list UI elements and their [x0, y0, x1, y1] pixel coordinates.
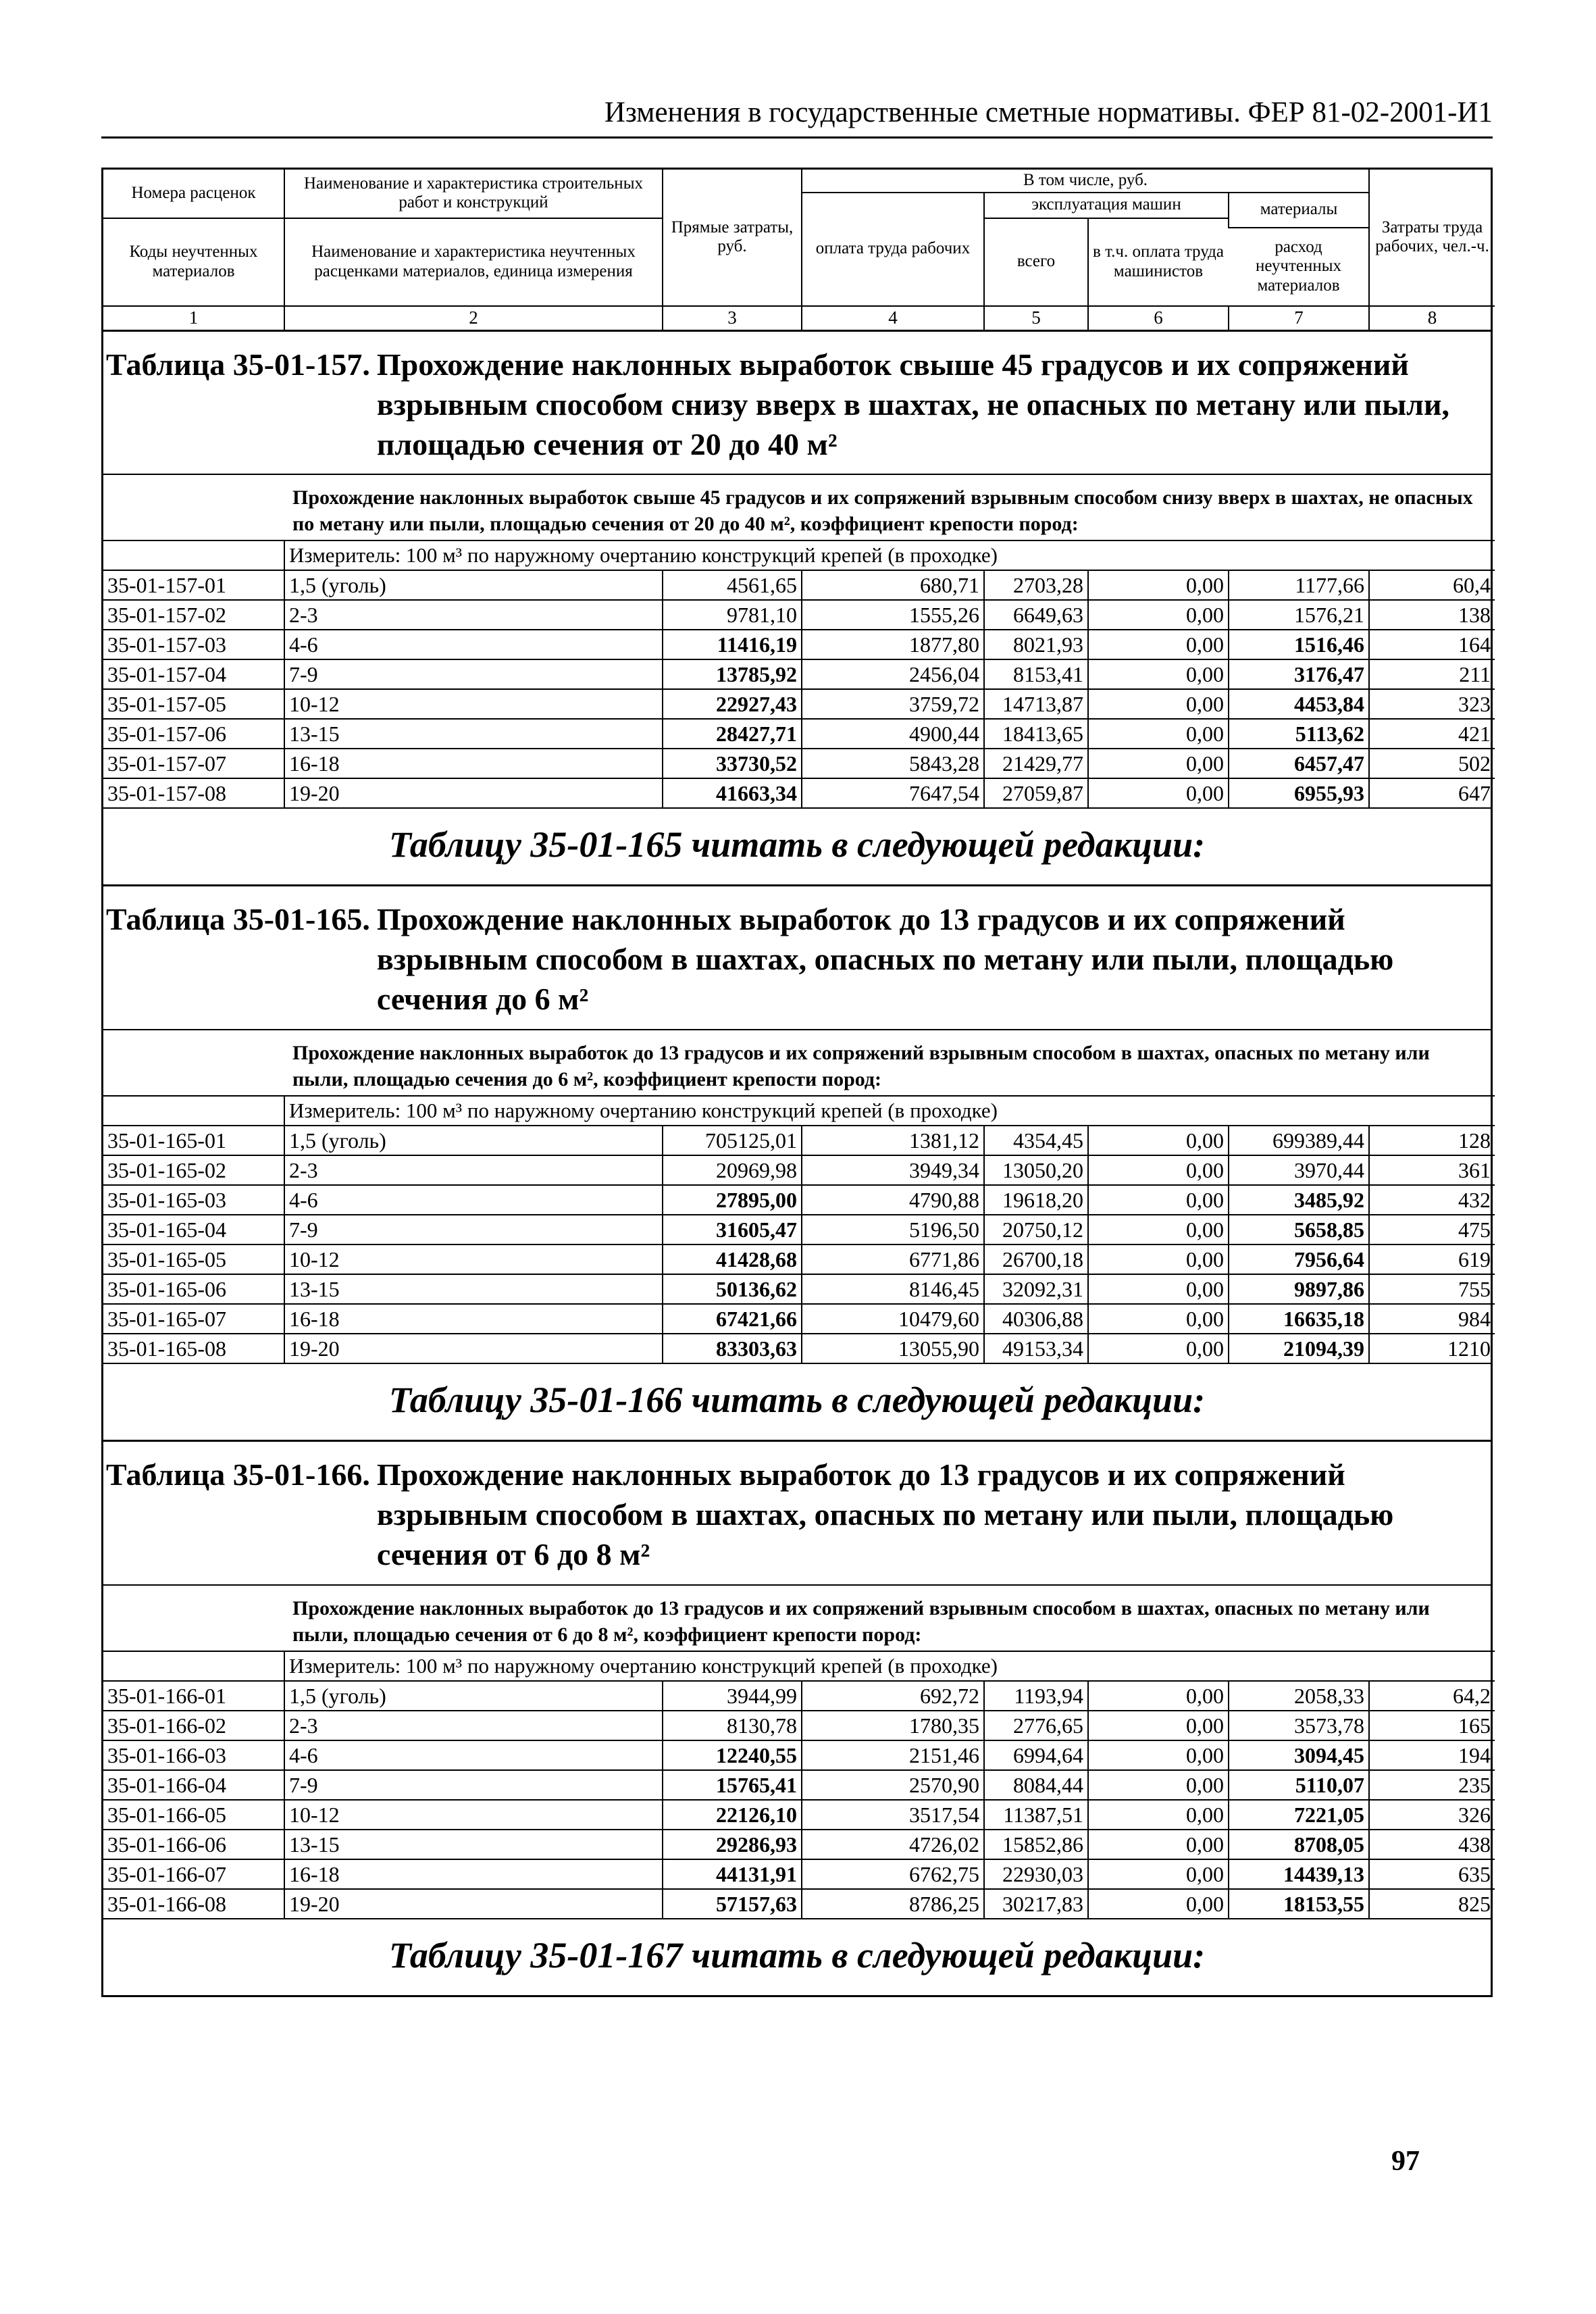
table-row: [103, 1126, 1495, 1155]
table-cell: 14713,87: [984, 689, 1088, 719]
section-table-number: Таблица 35-01-157.: [106, 347, 370, 382]
table-row: [103, 1185, 1495, 1215]
table-row: [103, 1859, 1495, 1889]
table-row: [103, 1274, 1495, 1304]
table-cell: 10-12: [284, 1244, 663, 1274]
table-cell: 5843,28: [802, 749, 984, 778]
table-cell: 35-01-165-05: [103, 1244, 284, 1274]
col-number: 4: [802, 306, 984, 330]
table-cell: 235: [1369, 1770, 1495, 1800]
col-direct-costs-header: Прямые затраты, руб.: [663, 170, 802, 306]
table-cell: 41428,68: [663, 1244, 802, 1274]
table-cell: 12240,55: [663, 1740, 802, 1770]
col-material-name-header: Наименование и характеристика неучтенных расценками материалов, единица измерения: [284, 218, 663, 306]
table-row: [103, 659, 1495, 689]
section-table-name: Прохождение наклонных выработок до 13 градусов и их сопряжений взрывным способом в шахтах, опасных по метану или пыли, площадью сечения от 6 до 8 м²: [376, 1457, 1394, 1571]
table-cell: 0,00: [1088, 749, 1229, 778]
table-cell: 4726,02: [802, 1830, 984, 1859]
table-cell: 7-9: [284, 659, 663, 689]
table-row: [103, 1304, 1495, 1334]
table-cell: 60,4: [1369, 570, 1495, 600]
table-cell: 680,71: [802, 570, 984, 600]
table-cell: 699389,44: [1229, 1126, 1369, 1155]
table-cell: 35-01-165-07: [103, 1304, 284, 1334]
table-cell: 5113,62: [1229, 719, 1369, 749]
table-cell: 35-01-166-02: [103, 1711, 284, 1740]
table-cell: 6762,75: [802, 1859, 984, 1889]
table-cell: 1210: [1369, 1334, 1495, 1363]
revision-notice: Таблицу 35-01-165 читать в следующей редакции:: [103, 807, 1491, 884]
table-cell: 1,5 (уголь): [284, 1681, 663, 1711]
table-row: [103, 719, 1495, 749]
section-title: [103, 332, 1491, 476]
table-cell: 0,00: [1088, 1889, 1229, 1918]
table-cell: 7-9: [284, 1770, 663, 1800]
table-cell: 4-6: [284, 1740, 663, 1770]
section-table-number: Таблица 35-01-166.: [106, 1457, 370, 1492]
table-cell: 20969,98: [663, 1155, 802, 1185]
table-cell: 22927,43: [663, 689, 802, 719]
table-cell: 1177,66: [1229, 570, 1369, 600]
table-cell: 35-01-165-01: [103, 1126, 284, 1155]
table-cell: 35-01-157-01: [103, 570, 284, 600]
table-cell: 4561,65: [663, 570, 802, 600]
table-cell: 67421,66: [663, 1304, 802, 1334]
table-cell: 0,00: [1088, 1770, 1229, 1800]
table-cell: 0,00: [1088, 719, 1229, 749]
table-cell: 29286,93: [663, 1830, 802, 1859]
table-cell: 0,00: [1088, 1859, 1229, 1889]
col-group-including-header: В том числе, руб.: [802, 170, 1369, 193]
table-cell: 323: [1369, 689, 1495, 719]
table-cell: 165: [1369, 1711, 1495, 1740]
measure-unit: Измеритель: 100 м³ по наружному очертанию конструкций крепей (в проходке): [284, 1651, 1495, 1681]
section-description: Прохождение наклонных выработок до 13 градусов и их сопряжений взрывным способом в шахтах, опасных по метану или пыли, площадью сечения до 6 м², коэффициент крепости пород:: [292, 1042, 1430, 1090]
table-cell: 16635,18: [1229, 1304, 1369, 1334]
table-cell: 2703,28: [984, 570, 1088, 600]
table-cell: 19-20: [284, 778, 663, 807]
table-cell: 128: [1369, 1126, 1495, 1155]
table-cell: 13050,20: [984, 1155, 1088, 1185]
table-cell: 35-01-157-02: [103, 600, 284, 630]
table-cell: 10-12: [284, 1800, 663, 1830]
col-material-codes-header: Коды неучтенных материалов: [103, 218, 284, 306]
table-cell: 326: [1369, 1800, 1495, 1830]
table-cell: 7647,54: [802, 778, 984, 807]
table-cell: 35-01-157-04: [103, 659, 284, 689]
table-cell: 32092,31: [984, 1274, 1088, 1304]
table-cell: 10479,60: [802, 1304, 984, 1334]
table-cell: 19618,20: [984, 1185, 1088, 1215]
table-row: [103, 1215, 1495, 1244]
table-cell: 8146,45: [802, 1274, 984, 1304]
table-cell: 2-3: [284, 1711, 663, 1740]
col-number: 6: [1088, 306, 1229, 330]
table-cell: 3485,92: [1229, 1185, 1369, 1215]
table-cell: 6649,63: [984, 600, 1088, 630]
table-cell: 35-01-165-04: [103, 1215, 284, 1244]
table-cell: 1381,12: [802, 1126, 984, 1155]
table-cell: 1,5 (уголь): [284, 1126, 663, 1155]
sections-container: [103, 330, 1491, 1995]
table-cell: 50136,62: [663, 1274, 802, 1304]
table-cell: 0,00: [1088, 1800, 1229, 1830]
table-row: [103, 778, 1495, 807]
table-cell: 3094,45: [1229, 1740, 1369, 1770]
table-cell: 3949,34: [802, 1155, 984, 1185]
table-cell: 0,00: [1088, 1215, 1229, 1244]
table-cell: 0,00: [1088, 1334, 1229, 1363]
table-row: [103, 1830, 1495, 1859]
table-cell: 9781,10: [663, 600, 802, 630]
table-cell: 35-01-165-03: [103, 1185, 284, 1215]
table-cell: 22126,10: [663, 1800, 802, 1830]
table-cell: 0,00: [1088, 689, 1229, 719]
table-row: [103, 1770, 1495, 1800]
table-cell: 0,00: [1088, 1274, 1229, 1304]
table-cell: 7221,05: [1229, 1800, 1369, 1830]
table-cell: 35-01-157-06: [103, 719, 284, 749]
table-cell: 2776,65: [984, 1711, 1088, 1740]
col-operator-pay-header: в т.ч. оплата труда машинистов: [1088, 218, 1229, 306]
table-cell: 0,00: [1088, 1155, 1229, 1185]
table-cell: 14439,13: [1229, 1859, 1369, 1889]
rate-table-section: [103, 1440, 1491, 1995]
col-machines-header: эксплуатация машин: [984, 193, 1229, 218]
table-cell: 8084,44: [984, 1770, 1088, 1800]
revision-notice: Таблицу 35-01-166 читать в следующей редакции:: [103, 1363, 1491, 1440]
table-cell: 35-01-157-03: [103, 630, 284, 659]
table-cell: 41663,34: [663, 778, 802, 807]
measure-unit: Измеритель: 100 м³ по наружному очертанию конструкций крепей (в проходке): [284, 1096, 1495, 1126]
table-cell: 18153,55: [1229, 1889, 1369, 1918]
table-cell: 3517,54: [802, 1800, 984, 1830]
table-cell: 35-01-166-08: [103, 1889, 284, 1918]
document-title: Изменения в государственные сметные нормативы. ФЕР 81-02-2001-И1: [604, 97, 1493, 128]
table-cell: 755: [1369, 1274, 1495, 1304]
table-row: [103, 600, 1495, 630]
col-materials-header: материалы: [1229, 193, 1369, 228]
table-cell: 0,00: [1088, 778, 1229, 807]
table-cell: 4900,44: [802, 719, 984, 749]
col-number: 5: [984, 306, 1088, 330]
table-cell: 7956,64: [1229, 1244, 1369, 1274]
table-cell: 0,00: [1088, 1740, 1229, 1770]
table-cell: 0,00: [1088, 1681, 1229, 1711]
table-cell: 2151,46: [802, 1740, 984, 1770]
col-number: 1: [103, 306, 284, 330]
table-row: [103, 1244, 1495, 1274]
table-cell: 35-01-166-04: [103, 1770, 284, 1800]
table-cell: 5658,85: [1229, 1215, 1369, 1244]
table-cell: 502: [1369, 749, 1495, 778]
table-cell: 35-01-166-03: [103, 1740, 284, 1770]
table-cell: 138: [1369, 600, 1495, 630]
table-cell: 49153,34: [984, 1334, 1088, 1363]
col-number: 3: [663, 306, 802, 330]
table-cell: 13055,90: [802, 1334, 984, 1363]
table-cell: 31605,47: [663, 1215, 802, 1244]
table-cell: 825: [1369, 1889, 1495, 1918]
table-cell: 19-20: [284, 1334, 663, 1363]
table-cell: 6955,93: [1229, 778, 1369, 807]
table-cell: 35-01-166-05: [103, 1800, 284, 1830]
table-cell: 475: [1369, 1215, 1495, 1244]
col-number: 7: [1229, 306, 1369, 330]
table-cell: 13-15: [284, 1830, 663, 1859]
table-cell: 35-01-157-08: [103, 778, 284, 807]
table-cell: 619: [1369, 1244, 1495, 1274]
table-cell: 35-01-165-02: [103, 1155, 284, 1185]
table-cell: 11416,19: [663, 630, 802, 659]
table-cell: 164: [1369, 630, 1495, 659]
table-cell: 22930,03: [984, 1859, 1088, 1889]
table-row: [103, 689, 1495, 719]
table-cell: 3970,44: [1229, 1155, 1369, 1185]
table-cell: 4-6: [284, 630, 663, 659]
section-description: Прохождение наклонных выработок свыше 45 градусов и их сопряжений взрывным способом снизу вверх в шахтах, не опасных по метану или пыли, площадью сечения от 20 до 40 м², коэффициент крепости пород:: [292, 486, 1473, 536]
table-cell: 2-3: [284, 600, 663, 630]
section-table-name: Прохождение наклонных выработок до 13 градусов и их сопряжений взрывным способом в шахтах, опасных по метану или пыли, площадью сечения до 6 м²: [376, 902, 1394, 1017]
table-cell: 0,00: [1088, 600, 1229, 630]
table-cell: 0,00: [1088, 570, 1229, 600]
table-cell: 3176,47: [1229, 659, 1369, 689]
table-cell: 21429,77: [984, 749, 1088, 778]
table-cell: 15852,86: [984, 1830, 1088, 1859]
table-cell: 0,00: [1088, 1304, 1229, 1334]
table-cell: 635: [1369, 1859, 1495, 1889]
table-cell: 8130,78: [663, 1711, 802, 1740]
measure-spacer: [103, 1651, 284, 1681]
revision-notice: Таблицу 35-01-167 читать в следующей редакции:: [103, 1918, 1491, 1995]
table-cell: 16-18: [284, 1304, 663, 1334]
section-table-number: Таблица 35-01-165.: [106, 902, 370, 937]
table-cell: 30217,83: [984, 1889, 1088, 1918]
section-description: Прохождение наклонных выработок до 13 градусов и их сопряжений взрывным способом в шахтах, опасных по метану или пыли, площадью сечения от 6 до 8 м², коэффициент крепости пород:: [292, 1596, 1430, 1646]
table-cell: 0,00: [1088, 1185, 1229, 1215]
table-cell: 3944,99: [663, 1681, 802, 1711]
document-header: [101, 96, 1493, 139]
table-cell: 35-01-165-08: [103, 1334, 284, 1363]
table-cell: 10-12: [284, 689, 663, 719]
table-cell: 1,5 (уголь): [284, 570, 663, 600]
table-cell: 1193,94: [984, 1681, 1088, 1711]
measure-spacer: [103, 1096, 284, 1126]
table-cell: 1877,80: [802, 630, 984, 659]
table-cell: 64,2: [1369, 1681, 1495, 1711]
table-row: [103, 1155, 1495, 1185]
table-cell: 13785,92: [663, 659, 802, 689]
measure-spacer: [103, 540, 284, 570]
table-cell: 0,00: [1088, 1711, 1229, 1740]
table-cell: 692,72: [802, 1681, 984, 1711]
table-cell: 8708,05: [1229, 1830, 1369, 1859]
table-cell: 21094,39: [1229, 1334, 1369, 1363]
table-cell: 0,00: [1088, 630, 1229, 659]
table-cell: 11387,51: [984, 1800, 1088, 1830]
table-cell: 15765,41: [663, 1770, 802, 1800]
table-cell: 20750,12: [984, 1215, 1088, 1244]
table-row: [103, 1711, 1495, 1740]
table-cell: 8021,93: [984, 630, 1088, 659]
table-row: [103, 1889, 1495, 1918]
col-rate-number-header: Номера расценок: [103, 170, 284, 218]
table-cell: 35-01-157-05: [103, 689, 284, 719]
table-row: [103, 570, 1495, 600]
table-cell: 194: [1369, 1740, 1495, 1770]
table-cell: 0,00: [1088, 1126, 1229, 1155]
table-cell: 9897,86: [1229, 1274, 1369, 1304]
table-row: [103, 630, 1495, 659]
table-cell: 13-15: [284, 719, 663, 749]
table-cell: 6994,64: [984, 1740, 1088, 1770]
col-labor-costs-header: Затраты труда рабочих, чел.-ч.: [1369, 170, 1495, 306]
table-cell: 0,00: [1088, 1830, 1229, 1859]
rates-table: [103, 1651, 1495, 1918]
col-work-name-header: Наименование и характеристика строительных работ и конструкций: [284, 170, 663, 218]
table-cell: 705125,01: [663, 1126, 802, 1155]
col-unaccounted-materials-header: расход неучтенных материалов: [1229, 228, 1369, 306]
table-cell: 28427,71: [663, 719, 802, 749]
table-cell: 0,00: [1088, 659, 1229, 689]
table-cell: 6771,86: [802, 1244, 984, 1274]
table-cell: 35-01-157-07: [103, 749, 284, 778]
rate-table-section: [103, 884, 1491, 1440]
table-row: [103, 1800, 1495, 1830]
table-cell: 4790,88: [802, 1185, 984, 1215]
rate-table-section: [103, 330, 1491, 885]
page-number: 97: [1391, 2146, 1420, 2177]
section-title: [103, 1442, 1491, 1586]
table-cell: 35-01-166-07: [103, 1859, 284, 1889]
table-cell: 647: [1369, 778, 1495, 807]
table-cell: 3573,78: [1229, 1711, 1369, 1740]
table-cell: 4453,84: [1229, 689, 1369, 719]
table-cell: 421: [1369, 719, 1495, 749]
table-cell: 4-6: [284, 1185, 663, 1215]
table-row: [103, 749, 1495, 778]
table-cell: 2570,90: [802, 1770, 984, 1800]
col-machines-total-header: всего: [984, 218, 1088, 306]
table-cell: 2-3: [284, 1155, 663, 1185]
table-row: [103, 1740, 1495, 1770]
table-cell: 83303,63: [663, 1334, 802, 1363]
table-cell: 57157,63: [663, 1889, 802, 1918]
table-cell: 211: [1369, 659, 1495, 689]
table-cell: 16-18: [284, 749, 663, 778]
table-cell: 6457,47: [1229, 749, 1369, 778]
table-cell: 5196,50: [802, 1215, 984, 1244]
table-cell: 18413,65: [984, 719, 1088, 749]
table-cell: 40306,88: [984, 1304, 1088, 1334]
table-cell: 1516,46: [1229, 630, 1369, 659]
section-title: [103, 886, 1491, 1030]
table-cell: 33730,52: [663, 749, 802, 778]
measure-unit: Измеритель: 100 м³ по наружному очертанию конструкций крепей (в проходке): [284, 540, 1495, 570]
table-cell: 1780,35: [802, 1711, 984, 1740]
table-cell: 44131,91: [663, 1859, 802, 1889]
table-cell: 984: [1369, 1304, 1495, 1334]
table-cell: 0,00: [1088, 1244, 1229, 1274]
column-header-table: [103, 170, 1495, 330]
table-cell: 19-20: [284, 1889, 663, 1918]
table-cell: 361: [1369, 1155, 1495, 1185]
rates-table: [103, 1095, 1495, 1363]
table-cell: 438: [1369, 1830, 1495, 1859]
table-cell: 26700,18: [984, 1244, 1088, 1274]
table-cell: 8786,25: [802, 1889, 984, 1918]
table-cell: 35-01-166-01: [103, 1681, 284, 1711]
table-cell: 35-01-165-06: [103, 1274, 284, 1304]
table-row: [103, 1681, 1495, 1711]
page-frame: [101, 168, 1493, 1997]
table-cell: 1555,26: [802, 600, 984, 630]
table-cell: 432: [1369, 1185, 1495, 1215]
table-cell: 8153,41: [984, 659, 1088, 689]
col-number: 8: [1369, 306, 1495, 330]
table-cell: 35-01-166-06: [103, 1830, 284, 1859]
table-cell: 7-9: [284, 1215, 663, 1244]
section-table-name: Прохождение наклонных выработок свыше 45 градусов и их сопряжений взрывным способом снизу вверх в шахтах, не опасных по метану или пыли, площадью сечения от 20 до 40 м²: [376, 347, 1449, 461]
table-cell: 2058,33: [1229, 1681, 1369, 1711]
rates-table: [103, 540, 1495, 807]
table-cell: 3759,72: [802, 689, 984, 719]
table-cell: 27059,87: [984, 778, 1088, 807]
table-cell: 2456,04: [802, 659, 984, 689]
table-cell: 4354,45: [984, 1126, 1088, 1155]
table-cell: 1576,21: [1229, 600, 1369, 630]
table-cell: 27895,00: [663, 1185, 802, 1215]
table-row: [103, 1334, 1495, 1363]
col-worker-pay-header: оплата труда рабочих: [802, 193, 984, 306]
table-cell: 16-18: [284, 1859, 663, 1889]
col-number: 2: [284, 306, 663, 330]
table-cell: 5110,07: [1229, 1770, 1369, 1800]
table-cell: 13-15: [284, 1274, 663, 1304]
